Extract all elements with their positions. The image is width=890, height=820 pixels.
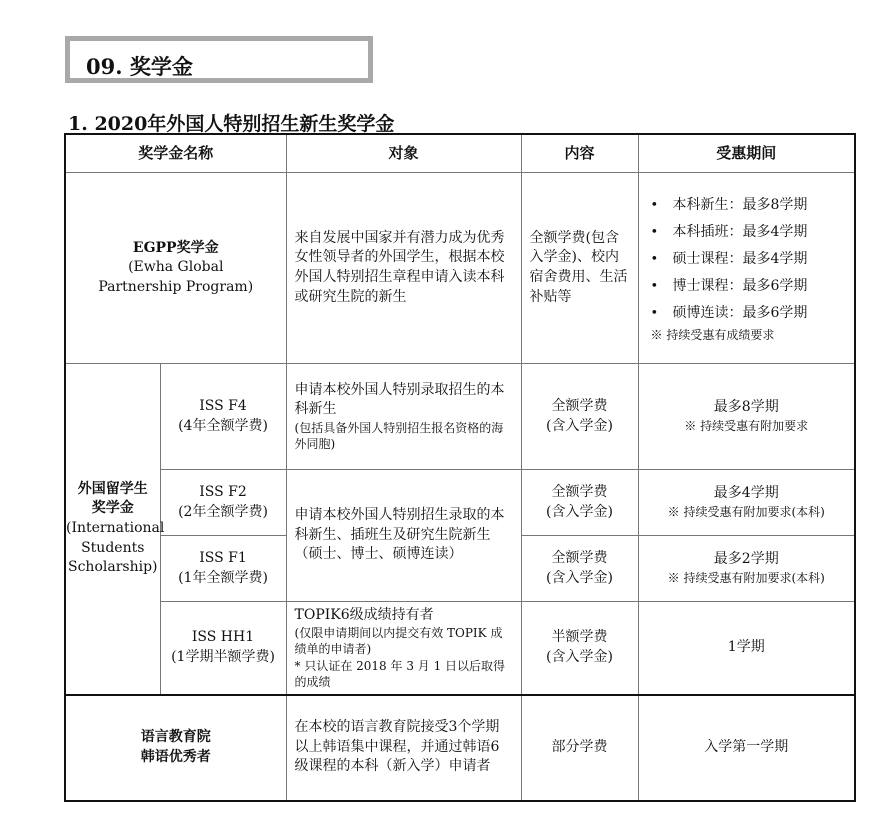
iss-group-cell [65,364,165,695]
iss-f4-period-note: ※ 持续受惠有附加要求 [684,418,809,433]
iss-f1-name: ISS F1 [199,549,247,566]
iss-hh1-target: TOPIK6级成绩持有者 [294,606,434,623]
iss-hh1-name: ISS HH1 [191,629,255,646]
iss-hh1-content-1: 半额学费 [551,629,608,646]
egpp-period-note: ※ 持续受惠有成绩要求 [650,328,775,343]
header-content: 内容 [521,134,638,173]
language-name-2: 韩语优秀者 [140,748,211,765]
iss-hh1-name-cell [160,602,286,695]
language-name-1: 语言教育院 [140,728,211,745]
iss-f4-content-2: (含入学金) [546,417,613,434]
iss-f1-period: 最多2学期 [713,551,779,568]
iss-f1-content-1: 全额学费 [551,549,608,566]
iss-f4-period-cell [638,364,855,470]
table-row-egpp [65,173,855,364]
egpp-target: 来自发展中国家并有潜力成为优秀女性领导者的外国学生，根据本校外国人特别招生章程申请入读本科或研究生院的新生 [286,173,521,364]
egpp-period-item: • 本科插班：最多4学期 [651,219,855,246]
egpp-content: 全额学费(包含入学金)、校内宿舍费用、生活补贴等 [521,173,638,364]
iss-f4-target-note: (包括具备外国人特别招生报名资格的海外同胞) [294,420,504,452]
iss-f1-content-cell [521,536,638,602]
iss-hh1-content-cell [521,602,638,695]
egpp-period-cell [638,173,855,364]
egpp-period-item: • 博士课程：最多6学期 [651,273,855,300]
table-row-iss-f2 [65,470,855,536]
language-name-cell [65,695,286,801]
egpp-name-en-1: (Ewha Global [128,259,224,276]
iss-group-name-en-1: (International [66,519,165,536]
iss-group-name-en-3: Scholarship) [68,559,158,576]
egpp-name-en-2: Partnership Program) [98,278,254,295]
iss-group-name-2: 奖学金 [91,500,134,517]
table-header-row [65,134,855,173]
iss-f1-period-cell [638,536,855,602]
iss-f1-name-cell [160,536,286,602]
iss-f4-content-cell [521,364,638,470]
language-target: 在本校的语言教育院接受3个学期以上韩语集中课程，并通过韩语6级课程的本科（新入学）申请者 [286,695,521,801]
iss-f4-content-1: 全额学费 [551,397,608,414]
table-row-iss-hh1 [65,602,855,695]
iss-f2-content-1: 全额学费 [551,483,608,500]
iss-hh1-target-note-2: * 只认证在 2018 年 3 月 1 日以后取得的成绩 [294,658,506,689]
iss-f2-period-note: ※ 持续受惠有附加要求(本科) [667,504,825,519]
section-title-box [65,36,373,83]
iss-f1-content-2: (含入学金) [546,569,613,586]
egpp-name-cell [65,173,286,364]
iss-hh1-target-cell [286,602,521,695]
iss-f2-name: ISS F2 [199,483,247,500]
iss-f4-sub: (4年全额学费) [178,417,268,434]
header-name: 奖学金名称 [65,134,286,173]
iss-hh1-target-note-1: (仅限申请期间以内提交有效 TOPIK 成绩单的申请者) [294,626,503,657]
iss-hh1-period: 1学期 [638,602,855,695]
egpp-name: EGPP奖学金 [132,239,219,256]
egpp-period-item: • 硕士课程：最多4学期 [651,246,855,273]
iss-f2-name-cell [160,470,286,536]
iss-f4-target: 申请本校外国人特别录取招生的本科新生 [294,381,505,418]
iss-group-name-1: 外国留学生 [77,480,148,497]
egpp-period-list [639,192,855,327]
table-row-iss-f4 [65,364,855,470]
table-row-language [65,695,855,801]
header-period: 受惠期间 [638,134,855,173]
header-target: 对象 [286,134,521,173]
egpp-period-item: • 本科新生：最多8学期 [651,192,855,219]
iss-f4-period: 最多8学期 [713,399,779,416]
iss-f2-period-cell [638,470,855,536]
iss-f2-period: 最多4学期 [713,485,779,502]
language-content: 部分学费 [521,695,638,801]
iss-f2-content-2: (含入学金) [546,503,613,520]
iss-hh1-content-2: (含入学金) [546,648,613,665]
iss-hh1-sub: (1学期半额学费) [171,648,275,665]
iss-f2-sub: (2年全额学费) [178,503,268,520]
iss-f4-target-cell [286,364,521,470]
language-period: 入学第一学期 [638,695,855,801]
iss-f2-content-cell [521,470,638,536]
iss-f4-name: ISS F4 [199,397,247,414]
egpp-period-item: • 硕博连读：最多6学期 [651,300,855,327]
section-title: 09. 奖学金 [86,54,193,79]
scholarship-table [64,133,856,802]
table-subtitle: 1. 2020年外国人特别招生新生奖学金 [68,113,395,135]
iss-f1-period-note: ※ 持续受惠有附加要求(本科) [667,570,825,585]
iss-f4-name-cell [160,364,286,470]
iss-f2-f1-target: 申请本校外国人特别招生录取的本科新生、插班生及研究生院新生（硕士、博士、硕博连读） [286,470,521,602]
iss-f1-sub: (1年全额学费) [178,569,268,586]
iss-group-name-en-2: Students [81,539,145,556]
